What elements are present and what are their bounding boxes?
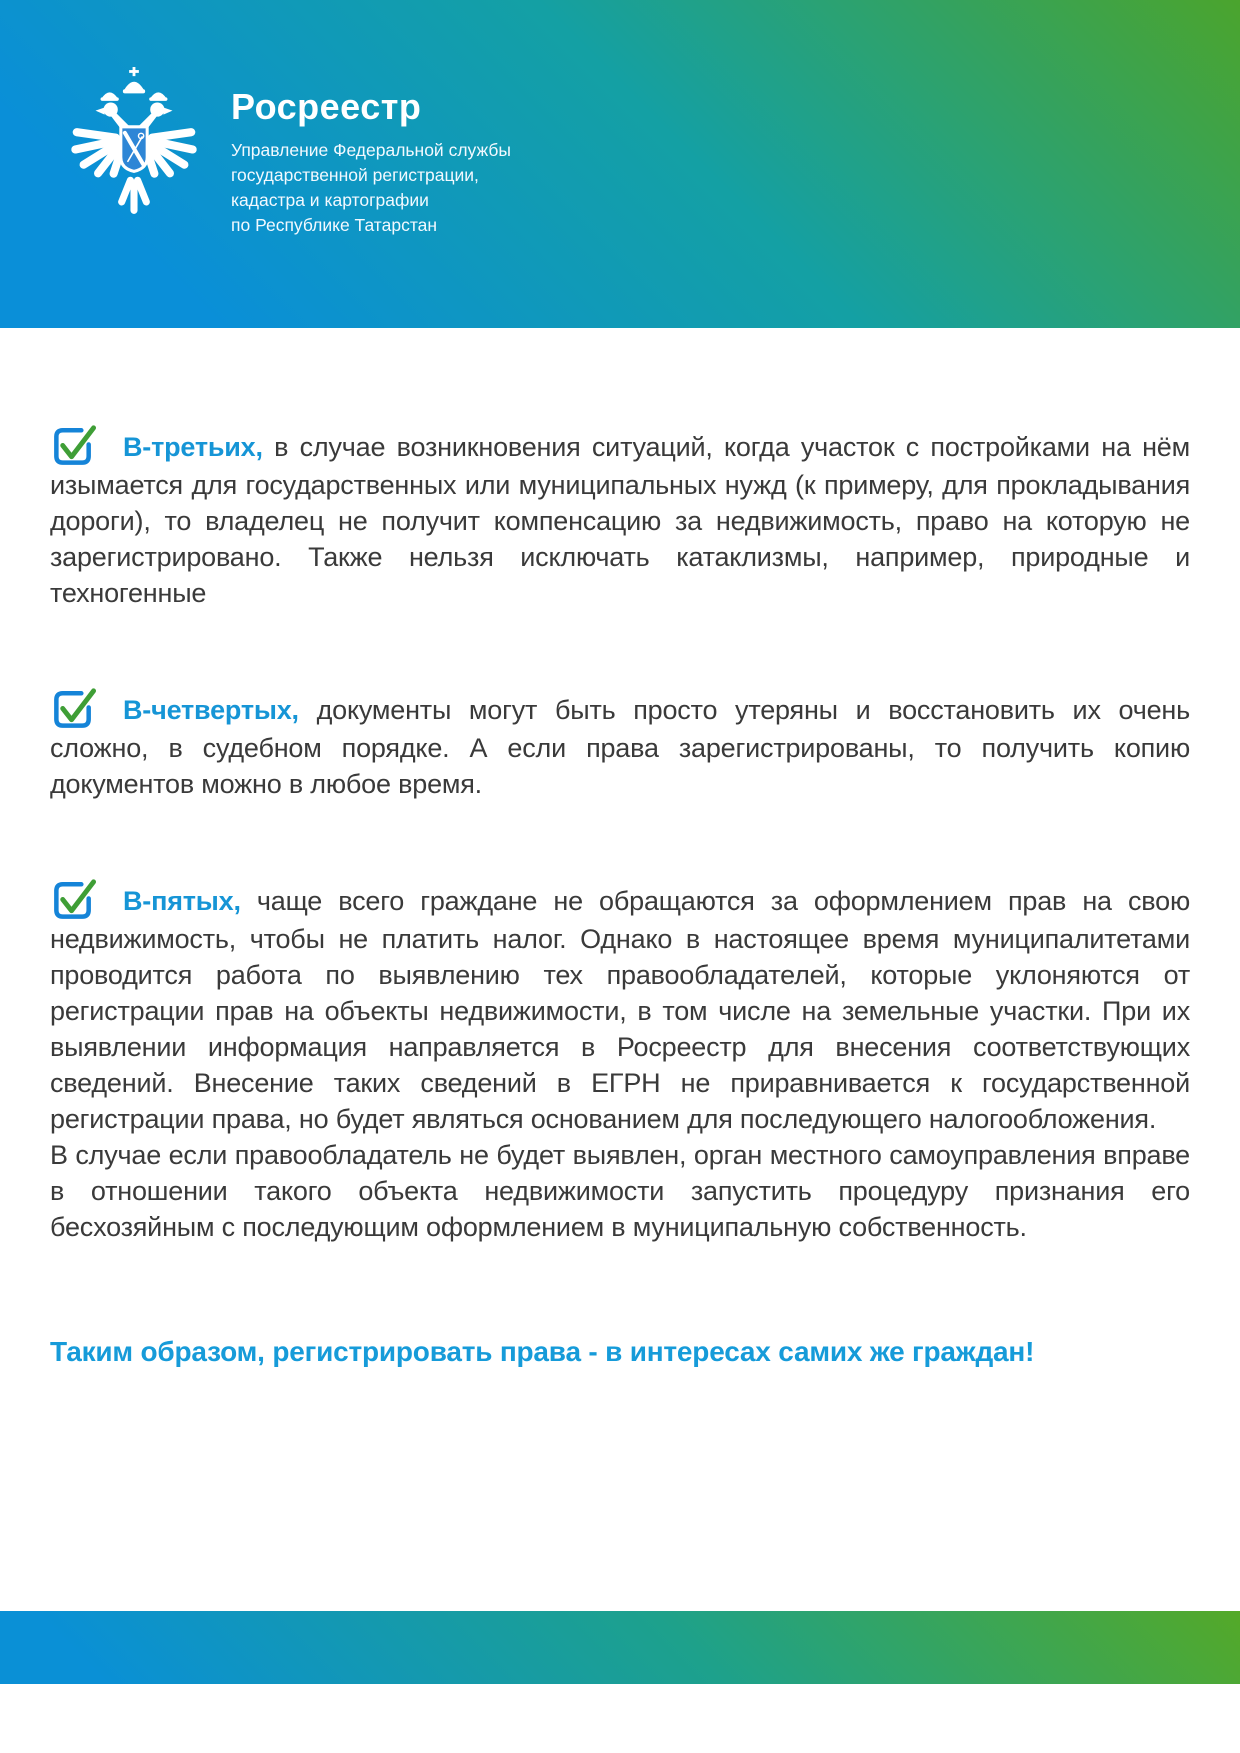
- checkbox-checked-icon: [50, 420, 97, 467]
- paragraph-lead: В-четвертых,: [123, 695, 299, 725]
- paragraph-text: в случае возникновения ситуаций, когда участок с постройками на нём изымается для государственных или муниципальных нужд (к примеру, для прокладывания дороги), то владелец не получит компенсацию за недвижимость, право на которую не зарегистрировано. Также нельзя исключать катаклизмы, например, природные и техногенные: [50, 432, 1190, 608]
- checkbox-checked-icon: [50, 683, 97, 730]
- footer-gradient-bar: [0, 1611, 1240, 1684]
- body-content: [50, 420, 1190, 1371]
- paragraph-lead: В-пятых,: [123, 886, 241, 916]
- paragraph-text-continued: В случае если правообладатель не будет выявлен, орган местного самоуправления вправе в отношении такого объекта недвижимости запустить процедуру признания его бесхозяйным с последующим оформлением в муниципальную собственность.: [50, 1140, 1190, 1242]
- rosreestr-emblem-icon: [63, 66, 205, 218]
- conclusion-statement: Таким образом, регистрировать права - в интересах самих же граждан!: [50, 1336, 1035, 1367]
- org-subtitle: [231, 138, 511, 237]
- header-band: [0, 0, 1240, 328]
- paragraph-third: [50, 420, 1190, 611]
- org-subtitle-line: кадастра и картографии: [231, 189, 429, 210]
- org-subtitle-line: государственной регистрации,: [231, 164, 479, 185]
- org-subtitle-line: Управление Федеральной службы: [231, 140, 511, 160]
- paragraph-lead: В-третьих,: [123, 432, 263, 462]
- paragraph-text: чаще всего граждане не обращаются за оформлением прав на свою недвижимость, чтобы не платить налог. Однако в настоящее время муниципалитетами проводится работа по выявлению тех правообладателей, которые уклоняются от регистрации прав на объекты недвижимости, в том числе на земельные участки. При их выявлении информация направляется в Росреестр для внесения соответствующих сведений. Внесение таких сведений в ЕГРН не приравнивается к государственной регистрации права, но будет являться основанием для последующего налогообложения.: [50, 886, 1190, 1134]
- paragraph-fifth: [50, 874, 1190, 1245]
- org-text-block: [231, 66, 511, 237]
- header-logo-block: [63, 66, 511, 237]
- checkbox-checked-icon: [50, 874, 97, 921]
- paragraph-text: документы могут быть просто утеряны и восстановить их очень сложно, в судебном порядке. А если права зарегистрированы, то получить копию документов можно в любое время.: [50, 695, 1190, 799]
- paragraph-fourth: [50, 683, 1190, 802]
- org-name: Росреестр: [231, 86, 422, 127]
- org-subtitle-line: по Республике Татарстан: [231, 214, 438, 235]
